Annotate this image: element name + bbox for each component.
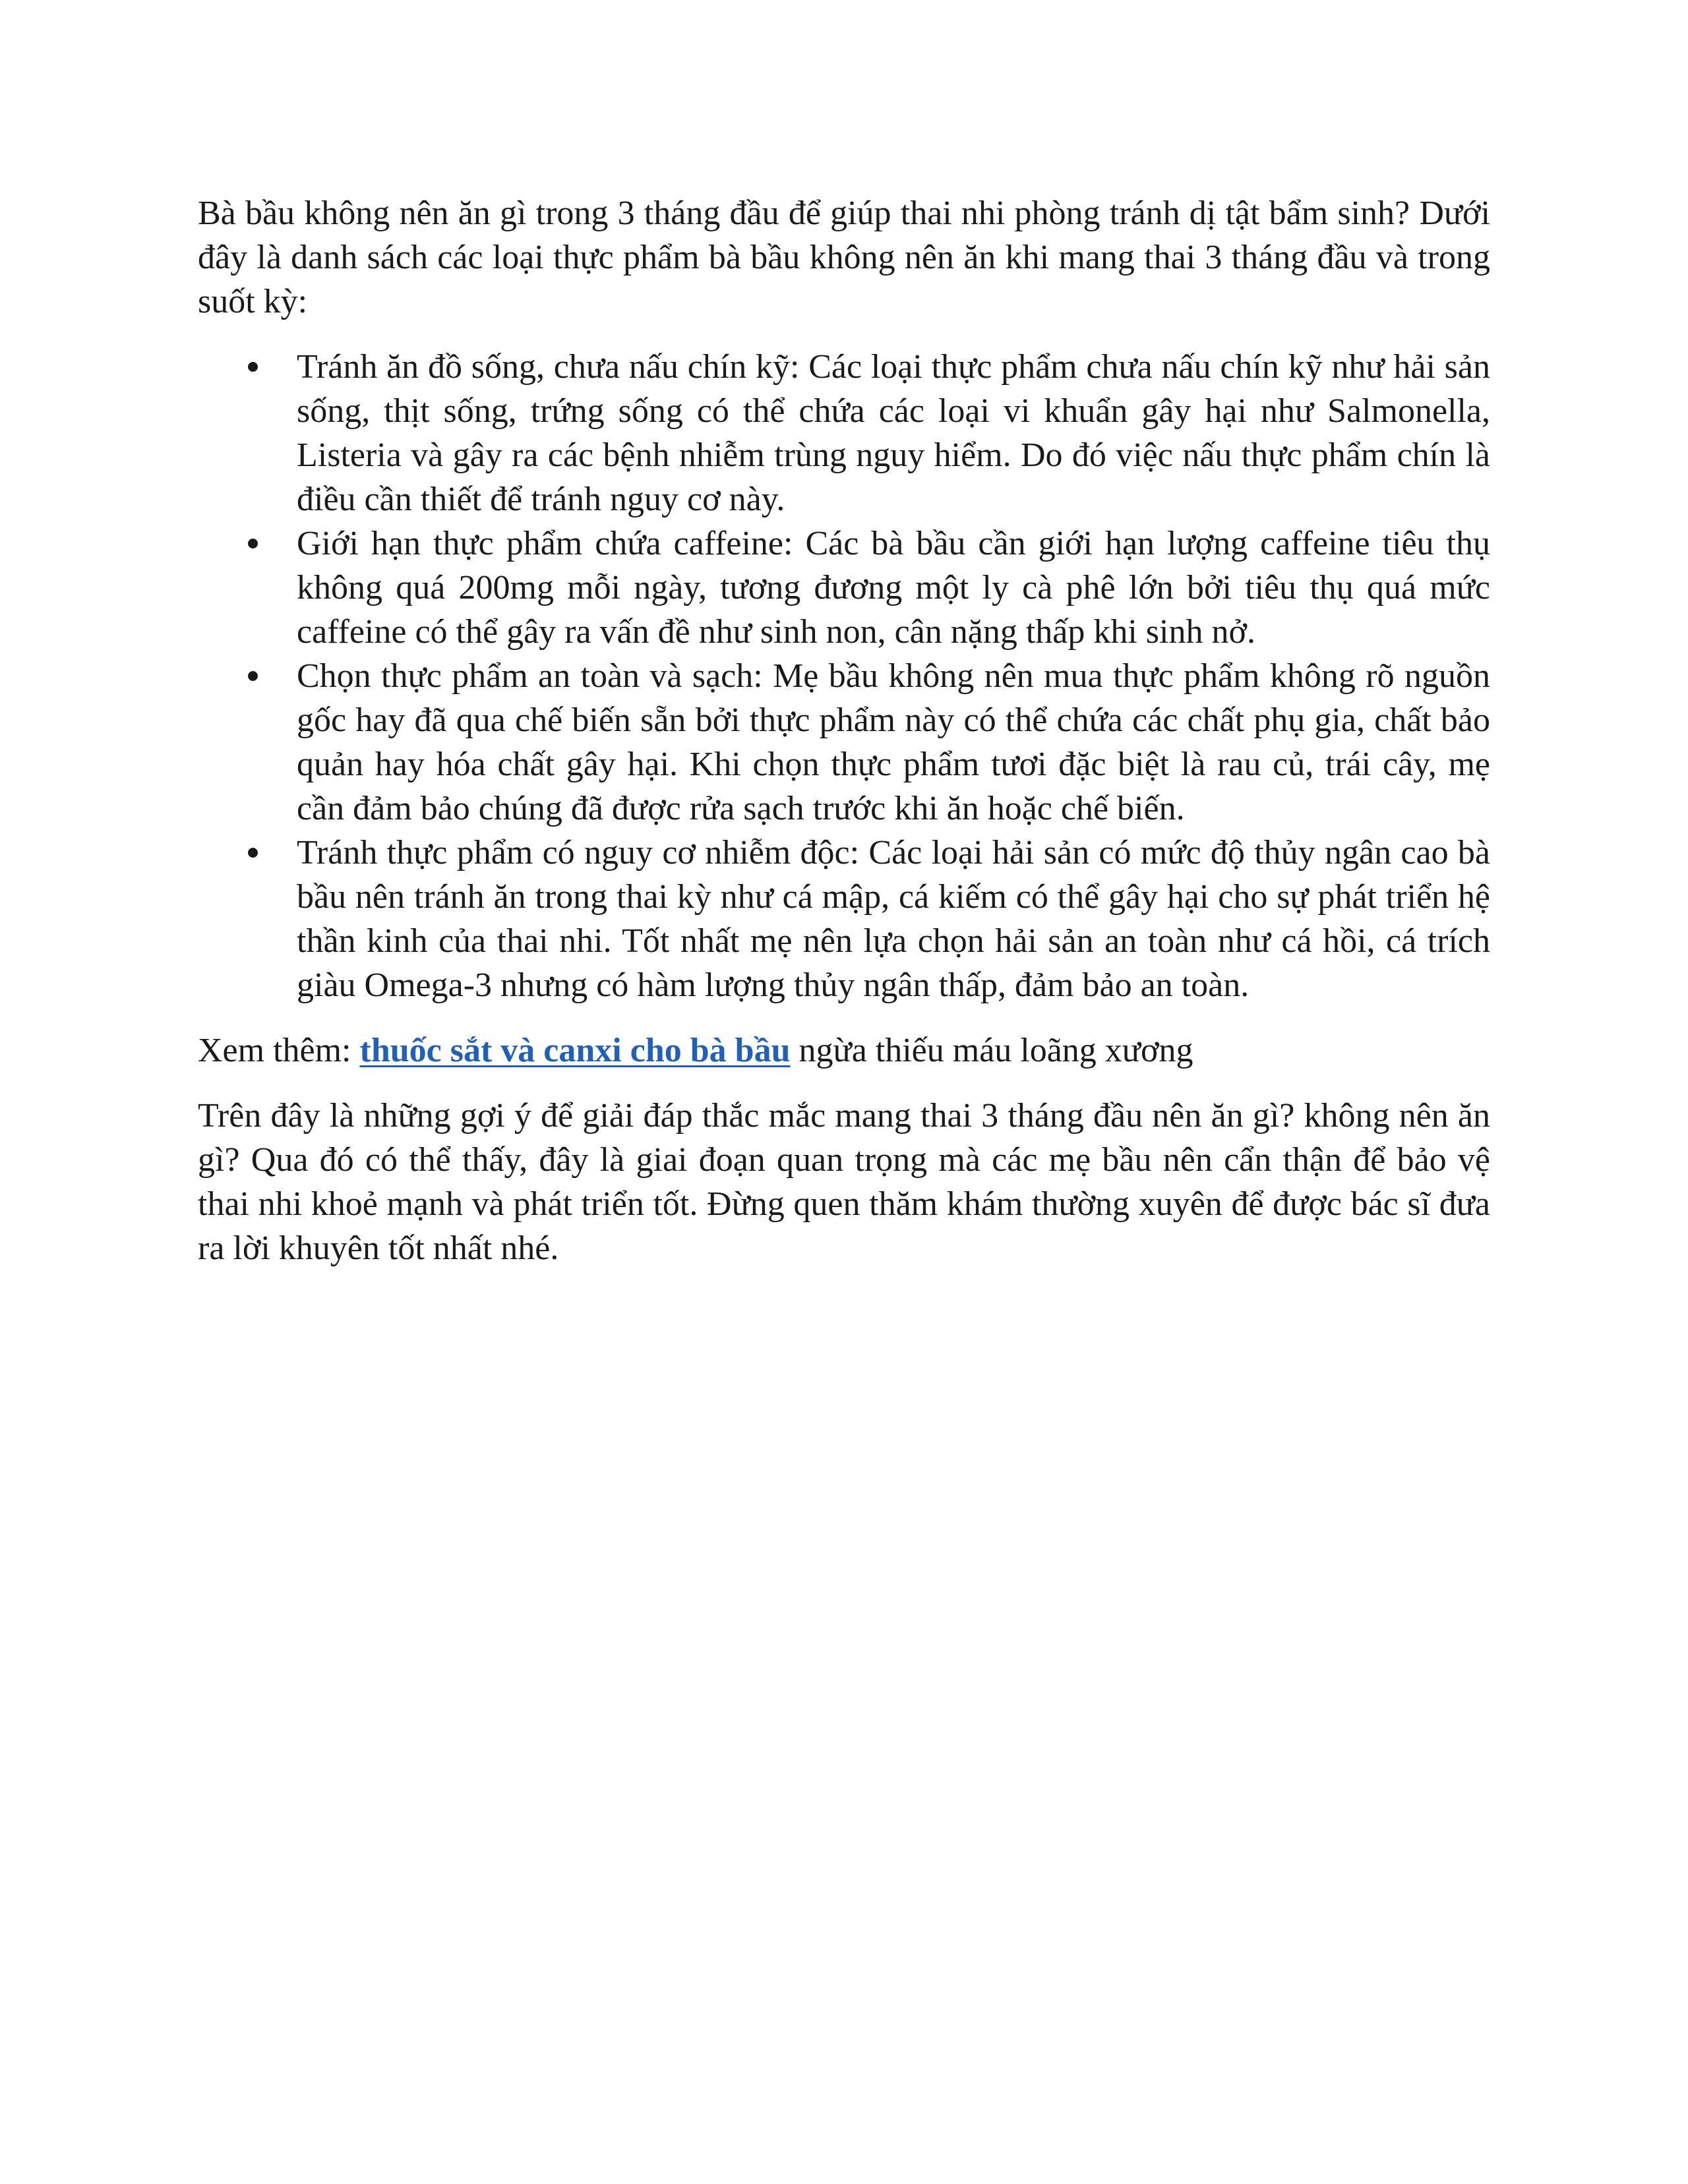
list-item-text: Chọn thực phẩm an toàn và sạch: Mẹ bầu không nên mua thực phẩm không rõ nguồn gốc hay đã qua chế biến sẵn bởi thực phẩm này có thể chứa các chất phụ gia, chất bảo quản hay hóa chất gây hại. Khi chọn thực phẩm tươi đặc biệt là rau củ, trái cây, mẹ cần đảm bảo chúng đã được rửa sạch trước khi ăn hoặc chế biến. bbox=[297, 657, 1490, 827]
bullet-icon bbox=[248, 671, 258, 681]
see-also-suffix: ngừa thiếu máu loãng xương bbox=[790, 1032, 1193, 1069]
list-item bbox=[198, 521, 1490, 654]
list-item bbox=[198, 345, 1490, 521]
list-item bbox=[198, 654, 1490, 831]
list-item bbox=[198, 831, 1490, 1007]
food-avoid-list bbox=[198, 345, 1490, 1007]
list-item-text: Tránh thực phẩm có nguy cơ nhiễm độc: Các loại hải sản có mức độ thủy ngân cao bà bầu nên tránh ăn trong thai kỳ như cá mập, cá kiếm có thể gây hại cho sự phát triển hệ thần kinh của thai nhi. Tốt nhất mẹ nên lựa chọn hải sản an toàn như cá hồi, cá trích giàu Omega-3 nhưng có hàm lượng thủy ngân thấp, đảm bảo an toàn. bbox=[297, 834, 1490, 1004]
document-page bbox=[198, 191, 1490, 1270]
see-also-prefix: Xem thêm: bbox=[198, 1032, 360, 1069]
list-item-text: Giới hạn thực phẩm chứa caffeine: Các bà bầu cần giới hạn lượng caffeine tiêu thụ không quá 200mg mỗi ngày, tương đương một ly cà phê lớn bởi tiêu thụ quá mức caffeine có thể gây ra vấn đề như sinh non, cân nặng thấp khi sinh nở. bbox=[297, 525, 1490, 651]
see-also-paragraph bbox=[198, 1028, 1490, 1073]
intro-paragraph: Bà bầu không nên ăn gì trong 3 tháng đầu để giúp thai nhi phòng tránh dị tật bẩm sinh? Dưới đây là danh sách các loại thực phẩm bà bầu không nên ăn khi mang thai 3 tháng đầu và trong suốt kỳ: bbox=[198, 194, 1490, 320]
closing-paragraph: Trên đây là những gợi ý để giải đáp thắc mắc mang thai 3 tháng đầu nên ăn gì? không nên ăn gì? Qua đó có thể thấy, đây là giai đoạn quan trọng mà các mẹ bầu nên cẩn thận để bảo vệ thai nhi khoẻ mạnh và phát triển tốt. Đừng quen thăm khám thường xuyên để được bác sĩ đưa ra lời khuyên tốt nhất nhé. bbox=[198, 1097, 1490, 1267]
bullet-icon bbox=[248, 539, 258, 548]
bullet-icon bbox=[248, 362, 258, 372]
bullet-icon bbox=[248, 848, 258, 858]
iron-calcium-link[interactable]: thuốc sắt và canxi cho bà bầu bbox=[359, 1032, 791, 1069]
list-item-text: Tránh ăn đồ sống, chưa nấu chín kỹ: Các loại thực phẩm chưa nấu chín kỹ như hải sản sống, thịt sống, trứng sống có thể chứa các loại vi khuẩn gây hại như Salmonella, Listeria và gây ra các bệnh nhiễm trùng nguy hiểm. Do đó việc nấu thực phẩm chín là điều cần thiết để tránh nguy cơ này. bbox=[297, 348, 1490, 518]
